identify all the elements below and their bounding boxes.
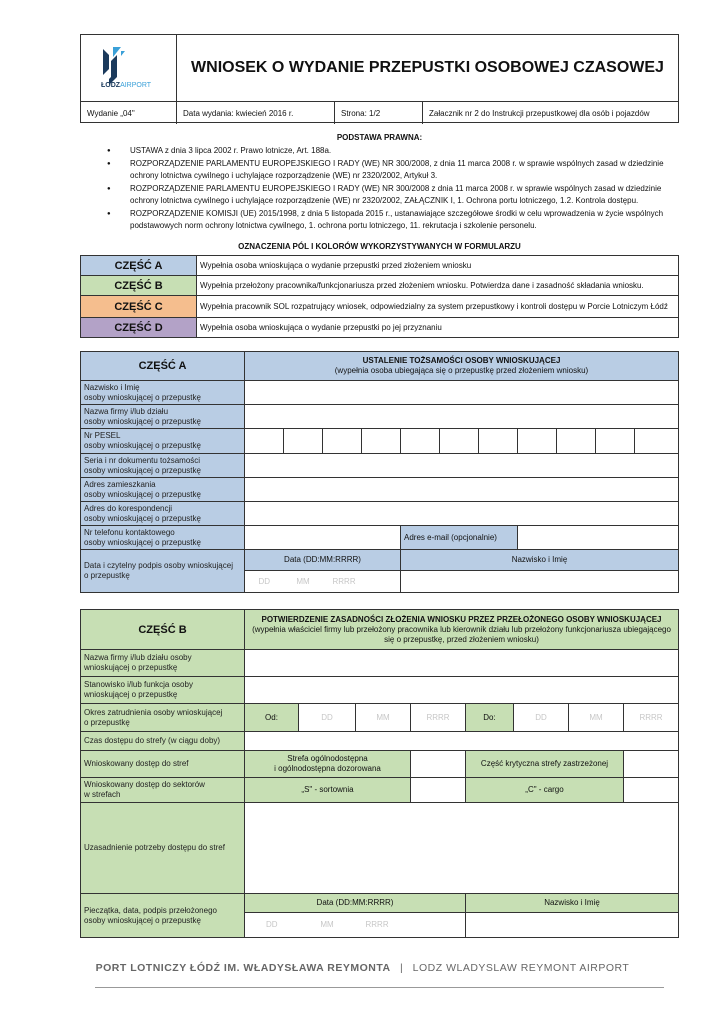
date-header: Data (DD:MM:RRRR) xyxy=(245,550,401,571)
legal-basis-heading: PODSTAWA PRAWNA: xyxy=(336,133,423,142)
part-a-title: USTALENIE TOŻSAMOŚCI OSOBY WNIOSKUJĄCEJ xyxy=(362,356,561,365)
zone-general-checkbox[interactable] xyxy=(411,751,466,778)
pesel-digit-10[interactable] xyxy=(596,429,635,454)
airport-logo xyxy=(81,35,177,101)
footer xyxy=(0,962,725,974)
attachment-note: Załacznik nr 2 do Instrukcji przepustkowej dla osób i pojazdów xyxy=(429,108,650,118)
sector-c-checkbox[interactable] xyxy=(624,778,679,803)
legend-heading: OZNACZENIA PÓL I KOLORÓW WYKORZYSTYWANYCH W FORMULARZU xyxy=(238,242,521,251)
pesel-digit-9[interactable] xyxy=(557,429,596,454)
part-a-table xyxy=(80,351,679,593)
pesel-digit-7[interactable] xyxy=(479,429,518,454)
edition: Wydanie „04" xyxy=(81,102,177,124)
period-to-label: Do: xyxy=(466,704,514,732)
position-field[interactable] xyxy=(245,677,679,704)
legal-item-cont: ochrony lotnictwa cywilnego i uchylające rozporządzenie (WE) nr 2320/2002, Artykuł 3. xyxy=(130,171,438,180)
page-number: Strona: 1/2 xyxy=(335,102,423,124)
part-b-table xyxy=(80,609,679,938)
signature-label: Data i czytelny podpis osoby wnioskującej o przepustkę xyxy=(81,550,245,593)
justification-field[interactable] xyxy=(245,803,679,894)
legal-item: ● ROZPORZĄDZENIE KOMISJI (UE) 2015/1998, z dnia 5 listopada 2015 r., ustanawiające szczegółowe środki w celu wprowadzenia w życie wspólnych xyxy=(80,208,700,221)
document-meta xyxy=(81,101,678,124)
document-title: WNIOSEK O WYDANIE PRZEPUSTKI OSOBOWEJ CZASOWEJ xyxy=(191,59,664,76)
legal-item: ● USTAWA z dnia 3 lipca 2002 r. Prawo lotnicze, Art. 188a. xyxy=(80,145,700,158)
sector-c-label: „C" - cargo xyxy=(466,778,624,803)
legend-label-d: CZĘŚĆ D xyxy=(81,318,197,338)
address-field[interactable] xyxy=(245,478,679,502)
part-a-heading xyxy=(245,352,679,381)
date-day[interactable]: DD xyxy=(245,571,284,593)
legal-item-cont: ochrony lotnictwa cywilnego i uchylające rozporządzenie (WE) nr 2320/2002, ZAŁĄCZNIK I, 1. Ochrona portu lotniczego, 1.2. Kontrola dostępu. xyxy=(130,196,639,205)
legend-desc-d: Wypełnia osoba wnioskująca o wydanie przepustki po jej przyznaniu xyxy=(197,318,679,338)
part-b-subtitle: (wypełnia właściciel firmy lub przełożony pracownika lub kierownik działu lub przełożony funkcjonariusza ubiegającego się o przepustkę, przed złożeniem wniosku) xyxy=(252,624,671,644)
pesel-digit-4[interactable] xyxy=(362,429,401,454)
pesel-digit-8[interactable] xyxy=(518,429,557,454)
id-document-label: Seria i nr dokumentu tożsamości osoby wnioskującej o przepustkę xyxy=(81,454,245,478)
surname-label: Nazwisko i Imię osoby wnioskującej o przepustkę xyxy=(81,381,245,405)
b-date-month[interactable]: MM xyxy=(299,913,356,938)
legal-item: ● ROZPORZĄDZENIE PARLAMENTU EUROPEJSKIEGO I RADY (WE) NR 300/2008, z dnia 11 marca 2008 r. w sprawie wspólnych zasad w dziedzinie xyxy=(80,158,700,171)
company-field[interactable] xyxy=(245,405,679,429)
pesel-digit-1[interactable] xyxy=(245,429,284,454)
legend-label-c: CZĘŚĆ C xyxy=(81,296,197,318)
address-label: Adres zamieszkania osoby wnioskującej o przepustkę xyxy=(81,478,245,502)
pesel-digit-2[interactable] xyxy=(284,429,323,454)
legend-table xyxy=(80,255,679,338)
to-day[interactable]: DD xyxy=(514,704,569,732)
part-b-title: POTWIERDZENIE ZASADNOŚCI ZŁOŻENIA WNIOSKU PRZEZ PRZEŁOŻONEGO OSOBY WNIOSKUJĄCEJ xyxy=(261,614,662,624)
date-month[interactable]: MM xyxy=(284,571,323,593)
signature-field[interactable] xyxy=(401,571,679,593)
b-date-header: Data (DD:MM:RRRR) xyxy=(245,894,466,913)
sector-s-label: „S" - sortownia xyxy=(245,778,411,803)
logo-text-lodz: ŁODZ xyxy=(101,82,121,89)
period-from-label: Od: xyxy=(245,704,299,732)
from-month[interactable]: MM xyxy=(356,704,411,732)
email-field[interactable] xyxy=(518,526,679,550)
sector-s-checkbox[interactable] xyxy=(411,778,466,803)
part-b-label: CZĘŚĆ B xyxy=(81,610,245,650)
part-b-heading xyxy=(245,610,679,650)
sectors-label: Wnioskowany dostęp do sektorów w strefach xyxy=(81,778,245,803)
pesel-label: Nr PESEL osoby wnioskującej o przepustkę xyxy=(81,429,245,454)
zone-general-label: Strefa ogólnodostępna i ogólnodostępna dozorowana xyxy=(245,751,411,778)
b-date-day[interactable]: DD xyxy=(245,913,299,938)
surname-field[interactable] xyxy=(245,381,679,405)
issue-date: Data wydania: kwiecień 2016 r. xyxy=(177,102,335,124)
stamp-label: Pieczątka, data, podpis przełożonego osoby wnioskującej o przepustkę xyxy=(81,894,245,938)
access-hours-field[interactable] xyxy=(245,732,679,751)
legend-row xyxy=(81,276,679,296)
to-year[interactable]: RRRR xyxy=(624,704,679,732)
footer-separator: | xyxy=(400,962,404,974)
part-a-label: CZĘŚĆ A xyxy=(81,352,245,381)
supervisor-company-field[interactable] xyxy=(245,650,679,677)
legend-row xyxy=(81,256,679,276)
legend-row xyxy=(81,318,679,338)
to-month[interactable]: MM xyxy=(569,704,624,732)
footer-left: PORT LOTNICZY ŁÓDŹ IM. WŁADYSŁAWA REYMONTA xyxy=(95,962,391,974)
access-hours-label: Czas dostępu do strefy (w ciągu doby) xyxy=(81,732,245,751)
b-name-header: Nazwisko i Imię xyxy=(466,894,679,913)
correspondence-address-label: Adres do korespondencji osoby wnioskującej o przepustkę xyxy=(81,502,245,526)
justification-label: Uzasadnienie potrzeby dostępu do stref xyxy=(81,803,245,894)
company-label: Nazwa firmy i/lub działu osoby wnioskującej o przepustkę xyxy=(81,405,245,429)
pesel-digit-3[interactable] xyxy=(323,429,362,454)
phone-label: Nr telefonu kontaktowego osoby wnioskującej o przepustkę xyxy=(81,526,245,550)
phone-field[interactable] xyxy=(245,526,401,550)
zone-critical-label: Część krytyczna strefy zastrzeżonej xyxy=(466,751,624,778)
document-header xyxy=(80,34,679,123)
legend-row xyxy=(81,296,679,318)
legend-label-b: CZĘŚĆ B xyxy=(81,276,197,296)
part-a-subtitle: (wypełnia osoba ubiegająca się o przepustkę przed złożeniem wniosku) xyxy=(334,366,589,375)
position-label: Stanowisko i/lub funkcja osoby wnioskującej o przepustkę xyxy=(81,677,245,704)
email-label: Adres e-mail (opcjonalnie) xyxy=(401,526,518,550)
pesel-digit-5[interactable] xyxy=(401,429,440,454)
zones-label: Wnioskowany dostęp do stref xyxy=(81,751,245,778)
b-signature-field[interactable] xyxy=(466,913,679,938)
correspondence-address-field[interactable] xyxy=(245,502,679,526)
from-year[interactable]: RRRR xyxy=(411,704,466,732)
logo-text xyxy=(101,82,151,89)
date-year[interactable]: RRRR xyxy=(323,571,401,593)
footer-right: LODZ WLADYSLAW REYMONT AIRPORT xyxy=(412,962,630,974)
supervisor-company-label: Nazwa firmy i/lub działu osoby wnioskującej o przepustkę xyxy=(81,650,245,677)
logo-text-airport: AIRPORT xyxy=(120,82,152,89)
id-document-field[interactable] xyxy=(245,454,679,478)
name-header: Nazwisko i Imię xyxy=(401,550,679,571)
legend-desc-a: Wypełnia osoba wnioskująca o wydanie przepustki przed złożeniem wniosku xyxy=(197,256,679,276)
legend-label-a: CZĘŚĆ A xyxy=(81,256,197,276)
legal-item: ● ROZPORZĄDZENIE PARLAMENTU EUROPEJSKIEGO I RADY (WE) NR 300/2008 z dnia 11 marca 2008 r. w sprawie wspólnych zasad w dziedzinie xyxy=(80,183,700,196)
pesel-digit-11[interactable] xyxy=(635,429,679,454)
from-day[interactable]: DD xyxy=(299,704,356,732)
legend-desc-b: Wypełnia przełożony pracownika/funkcjonariusza przed złożeniem wniosku. Potwierdza dane i zasadność składania wniosku. xyxy=(197,276,679,296)
b-date-year[interactable]: RRRR xyxy=(356,913,466,938)
legal-item-cont: podstawowych norm ochrony lotnictwa cywilnego, 1. ochrona portu lotniczego, 11. rekrutacja i szkolenie personelu. xyxy=(130,221,537,230)
zone-critical-checkbox[interactable] xyxy=(624,751,679,778)
legend-desc-c: Wypełnia pracownik SOL rozpatrujący wniosek, odpowiedzialny za system przepustkowy i kontroli dostępu w Porcie Lotniczym Łódź xyxy=(197,296,679,318)
pesel-digit-6[interactable] xyxy=(440,429,479,454)
legal-basis-list xyxy=(80,145,700,233)
footer-rule xyxy=(95,987,664,988)
employment-period-label: Okres zatrudnienia osoby wnioskującej o przepustkę xyxy=(81,704,245,732)
